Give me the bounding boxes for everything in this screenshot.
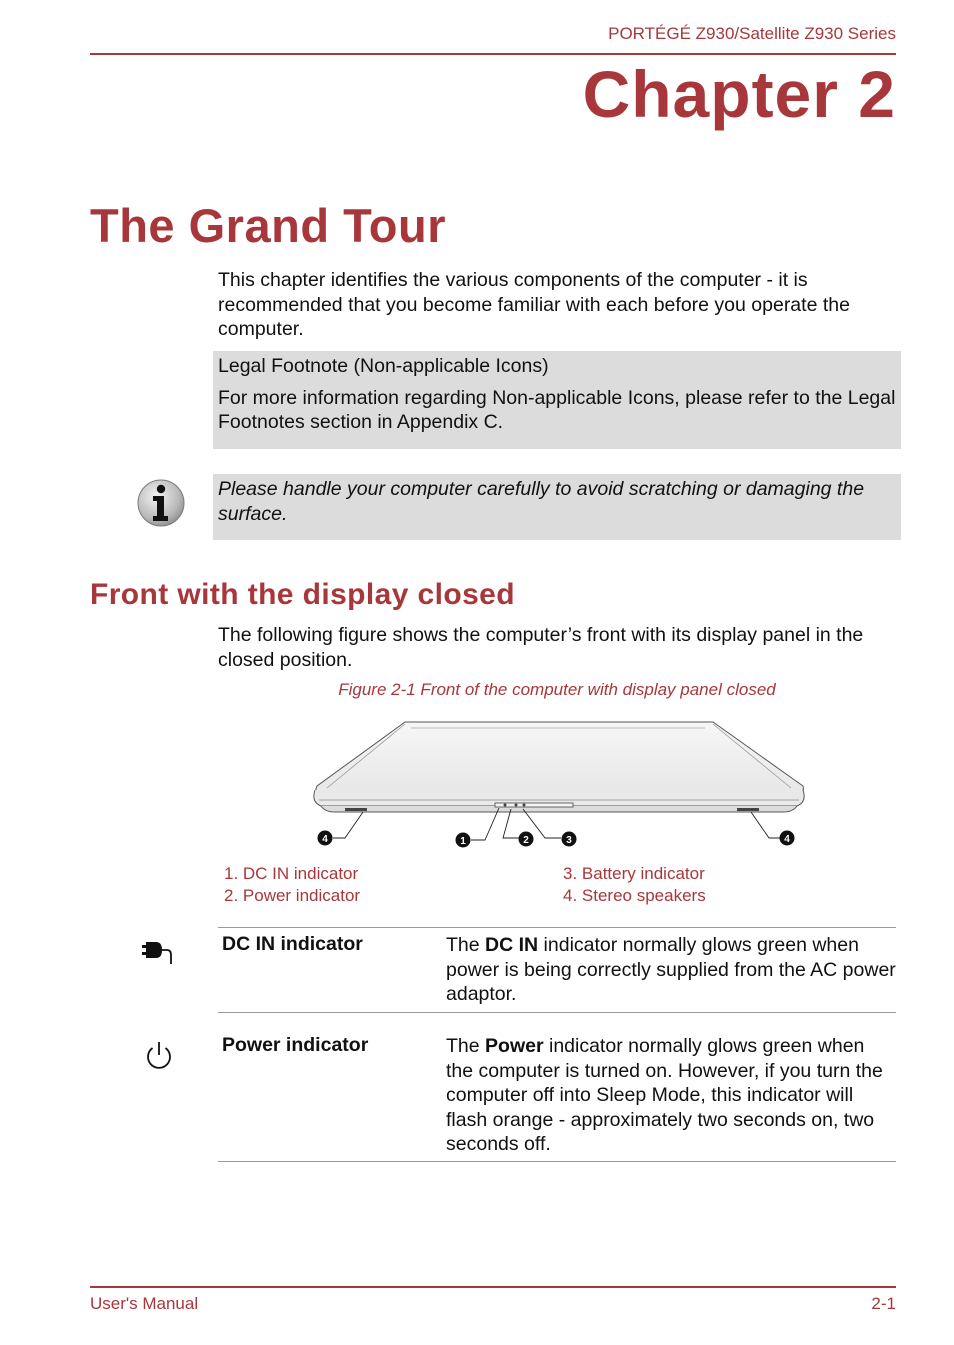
- header-rule: [90, 53, 896, 55]
- table-term: DC IN indicator: [222, 933, 363, 955]
- note-text: Please handle your computer carefully to avoid scratching or damaging the surface.: [218, 478, 865, 525]
- svg-text:3: 3: [566, 835, 572, 846]
- table-top-rule: [218, 927, 896, 928]
- table-term: Power indicator: [222, 1034, 369, 1056]
- series-header: PORTÉGÉ Z930/Satellite Z930 Series: [608, 24, 896, 43]
- footer-left: User's Manual: [90, 1294, 199, 1313]
- legal-footnote-text: For more information regarding Non-applicable Icons, please refer to the Legal Footnotes section in Appendix C.: [218, 386, 896, 433]
- svg-text:4: 4: [322, 834, 328, 845]
- legend-item: 4. Stereo speakers: [563, 886, 706, 905]
- legal-footnote-box: [213, 351, 901, 449]
- callout-4-right: [780, 831, 795, 846]
- figure-caption: Figure 2-1 Front of the computer with display panel closed: [338, 680, 776, 699]
- chapter-heading: Chapter 2: [582, 57, 896, 131]
- legend-item: 2. Power indicator: [224, 886, 361, 905]
- table-desc: The Power indicator normally glows green when the computer is turned on. However, if you turn the computer off into Sleep Mode, this indicator will flash orange - approximately two seconds on, two seconds off.: [446, 1035, 883, 1155]
- table-row-rule: [218, 1012, 896, 1013]
- footer-rule: [90, 1286, 896, 1288]
- callout-1: [456, 833, 471, 848]
- callout-2: [519, 832, 534, 847]
- page-title: The Grand Tour: [90, 199, 447, 252]
- callout-3: [562, 832, 577, 847]
- legend-item: 3. Battery indicator: [563, 864, 705, 883]
- laptop-front-figure: [305, 716, 815, 856]
- page-number: 2-1: [871, 1294, 896, 1313]
- callout-4-left: [318, 831, 333, 846]
- svg-text:2: 2: [523, 835, 529, 846]
- svg-text:1: 1: [460, 836, 466, 847]
- intro-paragraph: This chapter identifies the various components of the computer - it is recommended that you become familiar with each before you operate the computer.: [218, 269, 850, 340]
- section-paragraph: The following figure shows the computer’s front with its display panel in the closed position.: [218, 624, 864, 671]
- section-heading: Front with the display closed: [90, 578, 515, 611]
- table-desc: The DC IN indicator normally glows green when power is being correctly supplied from the AC power adaptor.: [446, 934, 896, 1005]
- legend-item: 1. DC IN indicator: [224, 864, 359, 883]
- dc-in-plug-icon: [141, 938, 177, 968]
- info-icon: [136, 478, 186, 528]
- power-icon: [143, 1040, 175, 1072]
- legal-footnote-heading: Legal Footnote (Non-applicable Icons): [218, 355, 549, 377]
- note-box: [213, 474, 901, 540]
- table-bottom-rule: [218, 1161, 896, 1162]
- svg-text:4: 4: [784, 834, 790, 845]
